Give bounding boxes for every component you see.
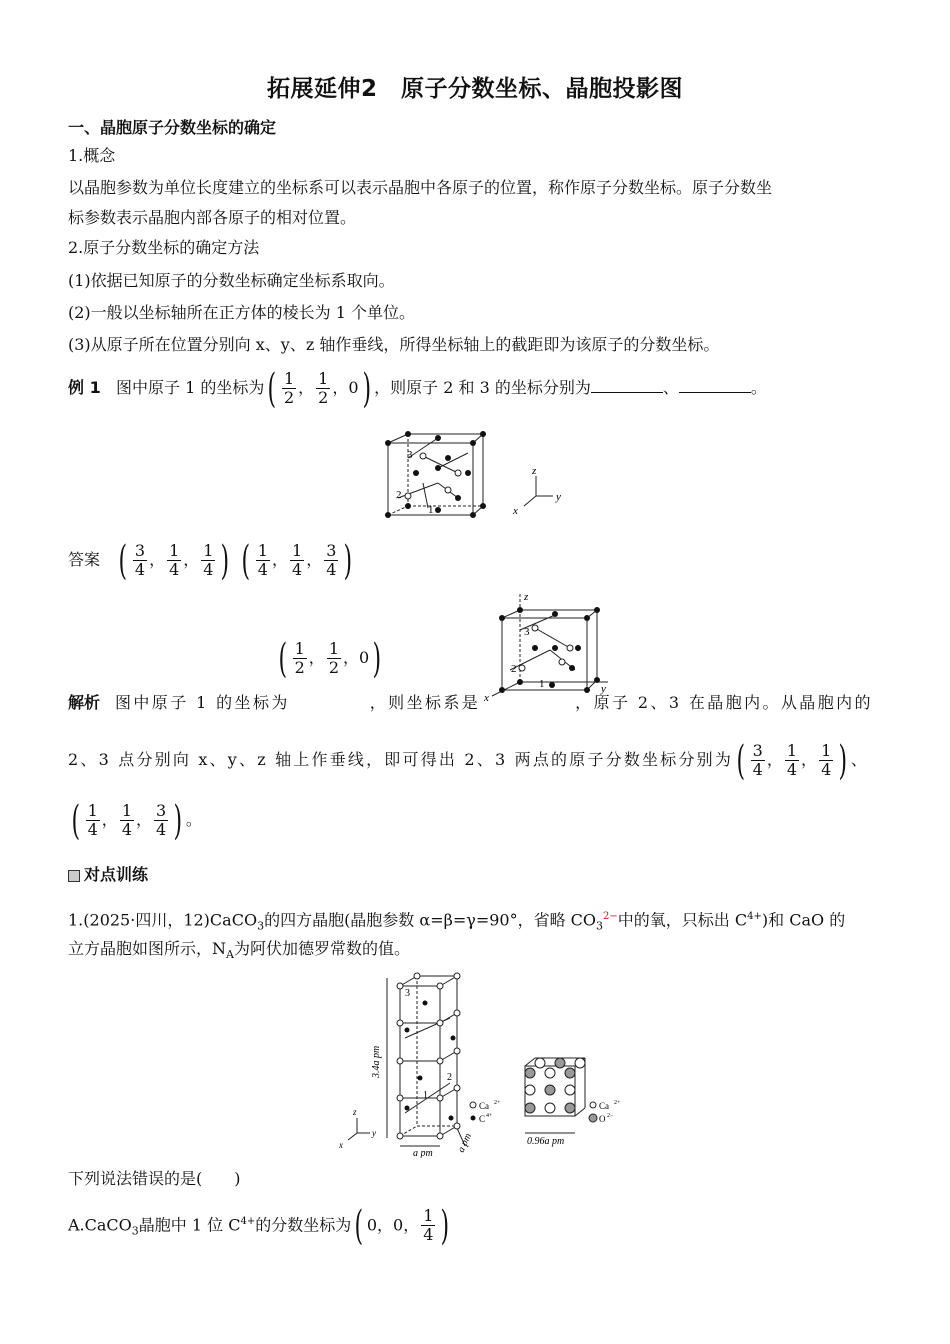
atom-label-1: 1 (423, 1090, 428, 1101)
concept-heading: 1.概念 (68, 146, 116, 165)
example-label: 例 1 (68, 378, 101, 397)
axis-x-label: x (513, 505, 518, 517)
analysis-label: 解析 (68, 693, 101, 712)
height-label: 3.4a pm (371, 1045, 382, 1078)
legend-o: O (599, 1114, 606, 1124)
concept-text: 以晶胞参数为单位长度建立的坐标系可以表示晶胞中各原子的位置，称作原子分数坐标。原子分数坐 (68, 178, 773, 197)
atom-label-3: 3 (407, 449, 413, 461)
svg-text:z: z (353, 1107, 357, 1117)
depth-label: a pm (455, 1131, 475, 1155)
svg-text:2+: 2+ (494, 1100, 501, 1106)
analysis-cont-2: ( $\frac{1}{4}$ ， $\frac{1}{4}$ ， $\frac{3}{4}$ ) 。 (71, 797, 202, 844)
section-heading: 一、晶胞原子分数坐标的确定 (68, 118, 277, 137)
atom-label-1: 1 (428, 504, 434, 516)
option-a[interactable]: A.CaCO$_3$晶胞中 1 位 $C^{4+}$的分数坐标为( 0，0， $\frac{1}{4}$ ) (68, 1202, 450, 1249)
question-prompt: 下列说法错误的是( ) (68, 1169, 241, 1188)
method-item-3: (3)从原子所在位置分别向 x、y、z 轴作垂线，所得坐标轴上的截距即为该原子的分数坐标。 (68, 335, 720, 354)
answer-blank-2[interactable] (679, 378, 751, 393)
atom-label-3: 3 (405, 988, 410, 999)
legend-ca: Ca (479, 1101, 489, 1111)
answer-blank-1[interactable] (591, 378, 663, 393)
axis-x-label: x (484, 692, 489, 702)
practice-heading: 对点训练 (68, 860, 880, 890)
svg-text:y: y (372, 1128, 376, 1138)
analysis: 解析 图中原子 1 的坐标为 ，则坐标系是 ，原子 2、3 在晶胞内。从晶胞内的 (68, 693, 873, 712)
cao-width-label: 0.96a pm (527, 1136, 565, 1147)
atom-label-1: 1 (539, 678, 545, 690)
analysis-cont: 2、3 点分别向 x、y、z 轴上作垂线，即可得出 2、3 两点的原子分数坐标分别为( $\frac{3}{4}$ ， $\frac{1}{4}$ ， $\frac{1}{4}$ ) 、 (68, 737, 867, 784)
question-1: 1.(2025·四川，12)CaCO$_3$的四方晶胞(晶胞参数 α=β=γ=90°，省略 $CO_3^{2-}$中的氧，只标出 $C^{4+}$)和 CaO 的 (68, 910, 846, 933)
analysis-coordinate: ( $\frac{1}{2}$ ， $\frac{1}{2}$ ，0) (278, 635, 382, 682)
method-item-2: (2)一般以坐标轴所在正方体的棱长为 1 个单位。 (68, 303, 416, 322)
answer: 答案 ( $\frac{3}{4}$ ， $\frac{1}{4}$ ， $\frac{1}{4}$ ) ( $\frac{1}{4}$ ， $\frac{1}{4}$ ， $\frac{3}{4}$ ) (68, 537, 353, 584)
legend-c: C (479, 1114, 486, 1124)
legend-ca-2: Ca (599, 1101, 609, 1111)
axis-z-label: z (524, 591, 529, 603)
caco3-cao-figure (335, 968, 625, 1158)
atom-label-3: 3 (524, 626, 530, 638)
atom-label-2: 2 (447, 1072, 452, 1083)
method-heading: 2.原子分数坐标的确定方法 (68, 238, 260, 257)
width-label: a pm (413, 1148, 433, 1158)
crystal-cell-figure (378, 428, 578, 520)
axis-y-label: y (556, 491, 561, 503)
svg-text:4+: 4+ (486, 1113, 493, 1119)
answer-label: 答案 (68, 550, 101, 569)
atom-label-2: 2 (396, 489, 402, 501)
axis-z-label: z (532, 465, 537, 477)
atom-label-2: 2 (511, 663, 517, 675)
coordinate-cell-figure (480, 590, 615, 702)
svg-text:2+: 2+ (614, 1100, 621, 1106)
question-1-cont: 立方晶胞如图所示，$N_A$为阿伏加德罗常数的值。 (68, 939, 410, 962)
example-text: 图中原子 1 的坐标为 (115, 378, 265, 397)
page-title: 拓展延伸2 原子分数坐标、晶胞投影图 (266, 76, 683, 102)
concept-text-cont: 标参数表示晶胞内部各原子的相对位置。 (68, 208, 357, 227)
svg-text:x: x (339, 1140, 343, 1150)
square-icon (68, 870, 80, 882)
method-item-1: (1)依据已知原子的分数坐标确定坐标系取向。 (68, 271, 395, 290)
example-1: 例 1 图中原子 1 的坐标为( $\frac{1}{2}$ ， $\frac{1}{2}$ ，0) ，则原子 2 和 3 的坐标分别为 、 。 (68, 365, 767, 412)
fraction: $\frac{1}{2}$ (283, 369, 295, 407)
axis-y-label: y (601, 683, 606, 695)
svg-text:2−: 2− (607, 1113, 614, 1119)
